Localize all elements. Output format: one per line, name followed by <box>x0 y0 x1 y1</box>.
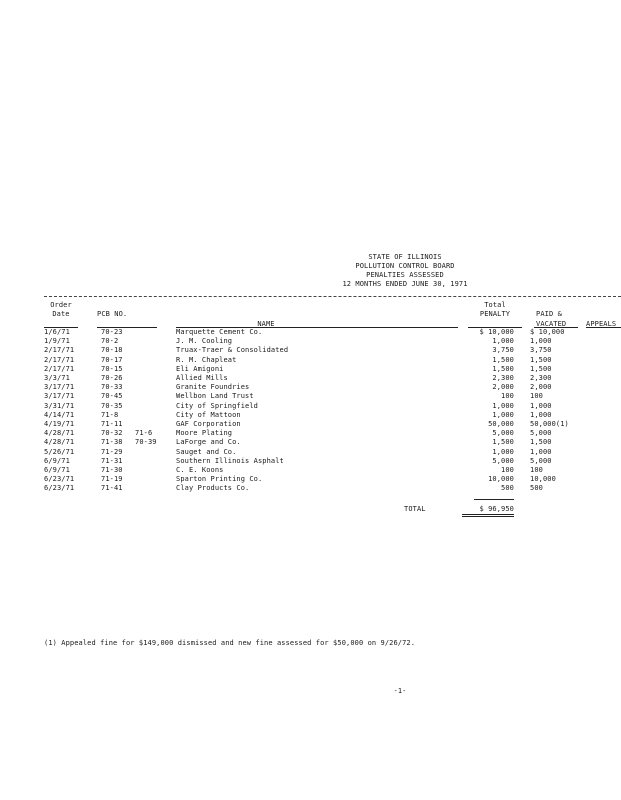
row-pcb-number: 71-31 <box>101 456 123 465</box>
row-name: Granite Foundries <box>176 383 250 392</box>
col-name-label: NAME <box>257 320 275 328</box>
row-paid-vacated: 1,000 <box>530 401 552 410</box>
col-vacated-label: VACATED <box>536 320 567 328</box>
table-row <box>0 448 621 457</box>
table-row <box>0 457 621 466</box>
table-row <box>0 420 621 429</box>
row-penalty: $ 10,000 <box>479 328 514 336</box>
row-date: 3/17/71 <box>44 383 75 392</box>
row-date: 4/19/71 <box>44 420 75 428</box>
row-paid-vacated: 1,500 <box>530 364 552 373</box>
row-penalty: 2,000 <box>492 383 514 392</box>
row-pcb-number: 70-32 <box>101 429 123 438</box>
row-paid-vacated: 10,000 <box>530 475 556 484</box>
title-period: 12 MONTHS ENDED JUNE 30, 1971 <box>342 280 468 288</box>
row-date: 4/28/71 <box>44 438 75 447</box>
row-paid-vacated: 1,500 <box>530 355 552 364</box>
header-top-rule <box>44 296 621 297</box>
row-name: Marquette Cement Co. <box>176 328 263 336</box>
row-paid-vacated: 100 <box>530 392 543 401</box>
table-row <box>0 484 621 493</box>
row-penalty: 5,000 <box>492 456 514 465</box>
row-pcb-number: 71-8 <box>101 410 119 419</box>
row-pcb-number: 70-17 <box>101 355 123 364</box>
row-pcb-number: 71-38 <box>101 438 123 447</box>
row-penalty: 1,000 <box>492 447 514 456</box>
row-name: Eli Amigoni <box>176 364 224 373</box>
total-top-rule <box>474 499 514 500</box>
row-name: Allied Mills <box>176 374 228 382</box>
row-penalty: 1,500 <box>492 355 514 364</box>
row-name: Clay Products Co. <box>176 484 250 493</box>
row-paid-vacated: 3,750 <box>530 346 552 355</box>
col-date-label: Date <box>52 310 70 318</box>
total-double-rule-1 <box>462 514 514 515</box>
row-name: Southern Illinois Asphalt <box>176 456 284 465</box>
row-name: Sauget and Co. <box>176 447 237 456</box>
row-paid-vacated: 1,500 <box>530 438 552 447</box>
row-date: 1/6/71 <box>44 328 70 336</box>
row-date: 2/17/71 <box>44 346 75 355</box>
row-pcb-number: 70-33 <box>101 383 123 392</box>
table-row <box>0 346 621 355</box>
row-name: Moore Plating <box>176 429 233 438</box>
col-penalty-label: PENALTY <box>479 310 511 318</box>
col-paid-label: PAID & <box>536 310 562 318</box>
row-pcb-number-secondary: 70-39 <box>135 438 157 447</box>
row-paid-vacated: 50,000(1) <box>530 420 569 428</box>
row-penalty: 1,500 <box>492 364 514 373</box>
row-pcb-number: 71-30 <box>101 466 123 474</box>
row-pcb-number: 70-18 <box>101 346 123 355</box>
table-row <box>0 429 621 438</box>
page-number: -1- <box>393 687 407 695</box>
row-date: 4/28/71 <box>44 429 75 438</box>
row-pcb-number: 71-29 <box>101 447 123 456</box>
row-date: 6/9/71 <box>44 456 70 465</box>
row-name: City of Mattoon <box>176 410 241 419</box>
row-name: Wellbon Land Trust <box>176 392 254 401</box>
row-date: 6/23/71 <box>44 484 75 493</box>
table-row <box>0 402 621 411</box>
col-appeals-label: APPEALS <box>586 320 617 328</box>
row-paid-vacated: 500 <box>530 484 543 493</box>
row-pcb-number-secondary: 71-6 <box>135 429 153 438</box>
table-row <box>0 392 621 401</box>
row-date: 3/3/71 <box>44 374 70 382</box>
row-paid-vacated: 1,000 <box>530 447 552 456</box>
row-name: R. M. Chapleat <box>176 355 237 364</box>
row-pcb-number: 70-2 <box>101 337 119 346</box>
title-state: STATE OF ILLINOIS <box>368 253 442 261</box>
footnote: (1) Appealed fine for $149,000 dismissed and new fine assessed for $50,000 on 9/26/72. <box>44 639 416 647</box>
table-row <box>0 374 621 383</box>
row-date: 6/9/71 <box>44 466 70 474</box>
row-paid-vacated: 1,000 <box>530 337 552 346</box>
row-name: C. E. Koons <box>176 466 224 474</box>
row-paid-vacated: 5,000 <box>530 429 552 438</box>
row-pcb-number: 70-15 <box>101 364 123 373</box>
row-penalty: 100 <box>501 466 514 474</box>
row-name: Sparton Printing Co. <box>176 475 263 484</box>
row-pcb-number: 71-41 <box>101 484 123 493</box>
table-row <box>0 411 621 420</box>
row-date: 5/26/71 <box>44 447 75 456</box>
row-paid-vacated: 1,000 <box>530 410 552 419</box>
row-date: 6/23/71 <box>44 475 75 484</box>
row-paid-vacated: 2,300 <box>530 374 552 382</box>
row-date: 3/17/71 <box>44 392 75 401</box>
row-penalty: 500 <box>501 484 514 493</box>
row-name: City of Springfield <box>176 401 258 410</box>
row-name: GAF Corporation <box>176 420 241 428</box>
table-row <box>0 383 621 392</box>
row-penalty: 2,300 <box>492 374 514 382</box>
row-penalty: 10,000 <box>488 475 514 484</box>
row-paid-vacated: 100 <box>530 466 543 474</box>
table-row <box>0 475 621 484</box>
table-row <box>0 466 621 475</box>
row-penalty: 3,750 <box>492 346 514 355</box>
title-penalties: PENALTIES ASSESSED <box>366 271 444 279</box>
row-penalty: 1,500 <box>492 438 514 447</box>
row-penalty: 5,000 <box>492 429 514 438</box>
row-pcb-number: 71-19 <box>101 475 123 484</box>
row-pcb-number: 70-45 <box>101 392 123 401</box>
table-row <box>0 365 621 374</box>
row-date: 2/17/71 <box>44 355 75 364</box>
row-penalty: 1,000 <box>492 401 514 410</box>
row-date: 3/31/71 <box>44 401 75 410</box>
row-penalty: 1,000 <box>492 337 514 346</box>
table-row <box>0 356 621 365</box>
row-date: 4/14/71 <box>44 410 75 419</box>
row-penalty: 1,000 <box>492 410 514 419</box>
table-row <box>0 328 621 337</box>
row-paid-vacated: $ 10,000 <box>530 328 565 336</box>
col-pcb-label: PCB NO. <box>97 310 128 318</box>
col-order-label: Order <box>50 301 72 309</box>
total-value: $ 96,950 <box>479 505 514 513</box>
row-penalty: 50,000 <box>488 420 514 428</box>
row-penalty: 100 <box>501 392 514 401</box>
col-total-label: Total <box>484 301 506 309</box>
row-name: LaForge and Co. <box>176 438 241 447</box>
row-paid-vacated: 5,000 <box>530 456 552 465</box>
row-pcb-number: 70-35 <box>101 401 123 410</box>
row-pcb-number: 70-26 <box>101 374 123 382</box>
table-row <box>0 438 621 447</box>
row-date: 1/9/71 <box>44 337 70 346</box>
total-double-rule-2 <box>462 516 514 517</box>
row-date: 2/17/71 <box>44 364 75 373</box>
table-row <box>0 337 621 346</box>
row-pcb-number: 70-23 <box>101 328 123 336</box>
row-paid-vacated: 2,000 <box>530 383 552 392</box>
row-name: Truax-Traer & Consolidated <box>176 346 289 355</box>
row-pcb-number: 71-11 <box>101 420 123 428</box>
total-label: TOTAL <box>404 505 426 513</box>
row-name: J. M. Cooling <box>176 337 233 346</box>
title-board: POLLUTION CONTROL BOARD <box>355 262 455 270</box>
